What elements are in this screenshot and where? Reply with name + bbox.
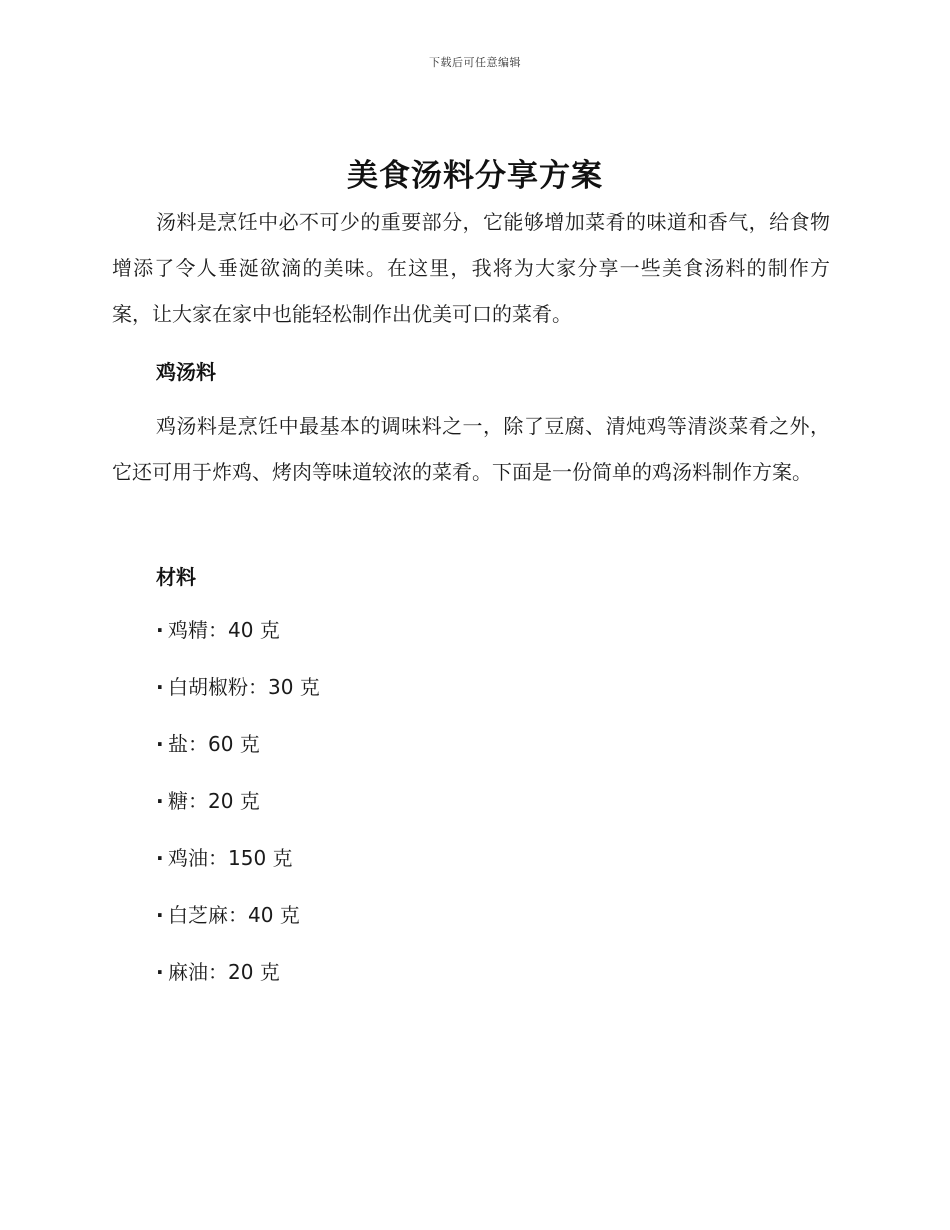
bullet-icon: · <box>156 960 164 984</box>
list-item <box>156 732 320 789</box>
ingredient-text: 白胡椒粉：30 克 <box>168 675 320 699</box>
chicken-broth-paragraph: 鸡汤料是烹饪中最基本的调味料之一，除了豆腐、清炖鸡等清淡菜肴之外，它还可用于炸鸡、烤肉等味道较浓的菜肴。下面是一份简单的鸡汤料制作方案。 <box>112 414 830 484</box>
ingredient-text: 盐：60 克 <box>168 732 260 756</box>
bullet-icon: · <box>156 732 164 756</box>
ingredient-text: 白芝麻：40 克 <box>168 903 300 927</box>
ingredient-text: 麻油：20 克 <box>168 960 280 984</box>
header-note: 下载后可任意编辑 <box>429 56 521 69</box>
ingredient-list <box>156 618 320 1017</box>
bullet-icon: · <box>156 903 164 927</box>
bullet-icon: · <box>156 846 164 870</box>
bullet-icon: · <box>156 675 164 699</box>
list-item <box>156 675 320 732</box>
bullet-icon: · <box>156 789 164 813</box>
document-title: 美食汤料分享方案 <box>347 158 603 194</box>
list-item <box>156 846 320 903</box>
ingredient-text: 鸡油：150 克 <box>168 846 293 870</box>
list-item <box>156 903 320 960</box>
list-item <box>156 618 320 675</box>
ingredient-text: 鸡精：40 克 <box>168 618 280 642</box>
bullet-icon: · <box>156 618 164 642</box>
ingredient-text: 糖：20 克 <box>168 789 260 813</box>
list-item <box>156 789 320 846</box>
list-item <box>156 960 320 1017</box>
section-heading-materials: 材料 <box>156 565 196 589</box>
intro-paragraph: 汤料是烹饪中必不可少的重要部分，它能够增加菜肴的味道和香气，给食物增添了令人垂涎欲滴的美味。在这里，我将为大家分享一些美食汤料的制作方案，让大家在家中也能轻松制作出优美可口的菜肴。 <box>112 210 830 326</box>
section-heading-chicken-broth: 鸡汤料 <box>156 360 216 384</box>
